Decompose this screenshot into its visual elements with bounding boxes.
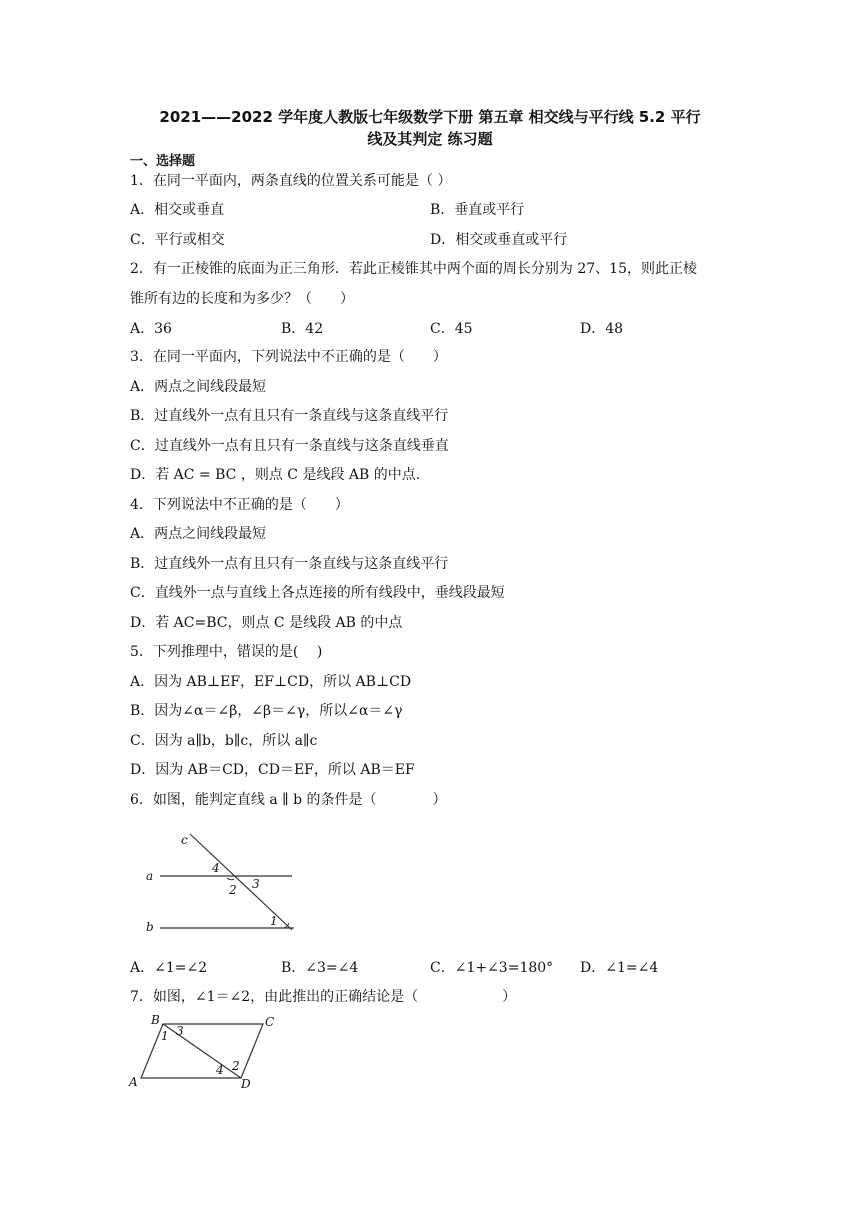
diagonal-bd (163, 1024, 241, 1078)
q3-option-d: D．若 AC = BC ，则点 C 是线段 AB 的中点. (130, 467, 421, 483)
question-5-stem: 5．下列推理中，错误的是( ) (130, 644, 323, 660)
q6-option-d: D．∠1=∠4 (580, 960, 659, 976)
angle-label-1: 1 (270, 914, 278, 928)
label-a: a (146, 869, 154, 883)
q3-option-c: C．过直线外一点有且只有一条直线与这条直线垂直 (130, 438, 449, 454)
q3-option-b: B．过直线外一点有且只有一条直线与这条直线平行 (130, 408, 449, 424)
q1-option-b: B．垂直或平行 (430, 202, 525, 218)
document-title-line1: 2021——2022 学年度人教版七年级数学下册 第五章 相交线与平行线 5.2 平行 (159, 108, 701, 126)
q6-option-c: C．∠1+∠3=180° (430, 960, 554, 976)
angle-label-3: 3 (176, 1024, 184, 1038)
angle-label-2: 2 (232, 1059, 240, 1073)
q4-option-d: D．若 AC=BC，则点 C 是线段 AB 的中点 (130, 615, 403, 631)
q4-option-c: C．直线外一点与直线上各点连接的所有线段中，垂线段最短 (130, 585, 505, 601)
question-4-stem: 4．下列说法中不正确的是（ ） (130, 497, 349, 513)
q4-option-a: A．两点之间线段最短 (130, 526, 267, 542)
document-title-line2: 线及其判定 练习题 (367, 130, 493, 148)
q1-option-d: D．相交或垂直或平行 (430, 232, 568, 248)
angle-label-3: 3 (252, 877, 260, 891)
q5-option-a: A．因为 AB⊥EF，EF⊥CD，所以 AB⊥CD (130, 674, 412, 690)
q5-option-c: C．因为 a∥b，b∥c，所以 a∥c (130, 733, 318, 749)
q1-option-c: C．平行或相交 (130, 232, 225, 248)
angle-label-4: 4 (216, 1063, 224, 1077)
q6-option-a: A．∠1=∠2 (130, 960, 208, 976)
question-2-stem-line1: 2．有一正棱锥的底面为正三角形．若此正棱锥其中两个面的周长分别为 27、15，则此正棱 (130, 261, 697, 277)
question-6-stem: 6．如图，能判定直线 a ∥ b 的条件是（ ） (130, 792, 447, 808)
q2-option-b: B．42 (281, 321, 324, 337)
section-heading: 一、选择题 (130, 154, 196, 169)
q5-option-b: B．因为∠α＝∠β，∠β＝∠γ，所以∠α＝∠γ (130, 703, 403, 719)
vertex-label-c: C (265, 1015, 275, 1029)
q5-option-d: D．因为 AB＝CD，CD＝EF，所以 AB＝EF (130, 762, 415, 778)
q6-option-b: B．∠3=∠4 (281, 960, 359, 976)
vertex-label-d: D (241, 1077, 251, 1091)
angle-label-2: 2 (229, 883, 237, 897)
question-3-stem: 3．在同一平面内，下列说法中不正确的是（ ） (130, 349, 447, 365)
label-c: c (181, 833, 188, 847)
q1-option-a: A．相交或垂直 (130, 202, 225, 218)
angle-2-arc (227, 878, 234, 880)
q2-option-d: D．48 (580, 321, 624, 337)
label-b: b (146, 920, 154, 934)
vertex-label-b: B (151, 1013, 160, 1027)
question-2-stem-line2: 锥所有边的长度和为多少？（ ） (130, 291, 354, 307)
question-7-stem: 7．如图，∠1＝∠2，由此推出的正确结论是（ ） (130, 989, 517, 1005)
q3-option-a: A．两点之间线段最短 (130, 379, 267, 395)
q6-parallel-lines-figure (140, 830, 300, 940)
angle-label-1: 1 (161, 1029, 169, 1043)
vertex-label-a: A (129, 1075, 138, 1089)
q4-option-b: B．过直线外一点有且只有一条直线与这条直线平行 (130, 556, 449, 572)
angle-label-4: 4 (212, 861, 220, 875)
q2-option-c: C．45 (430, 321, 473, 337)
q7-parallelogram-figure (125, 1012, 285, 1092)
q2-option-a: A．36 (130, 321, 172, 337)
question-1-stem: 1．在同一平面内，两条直线的位置关系可能是（ ） (130, 173, 452, 189)
